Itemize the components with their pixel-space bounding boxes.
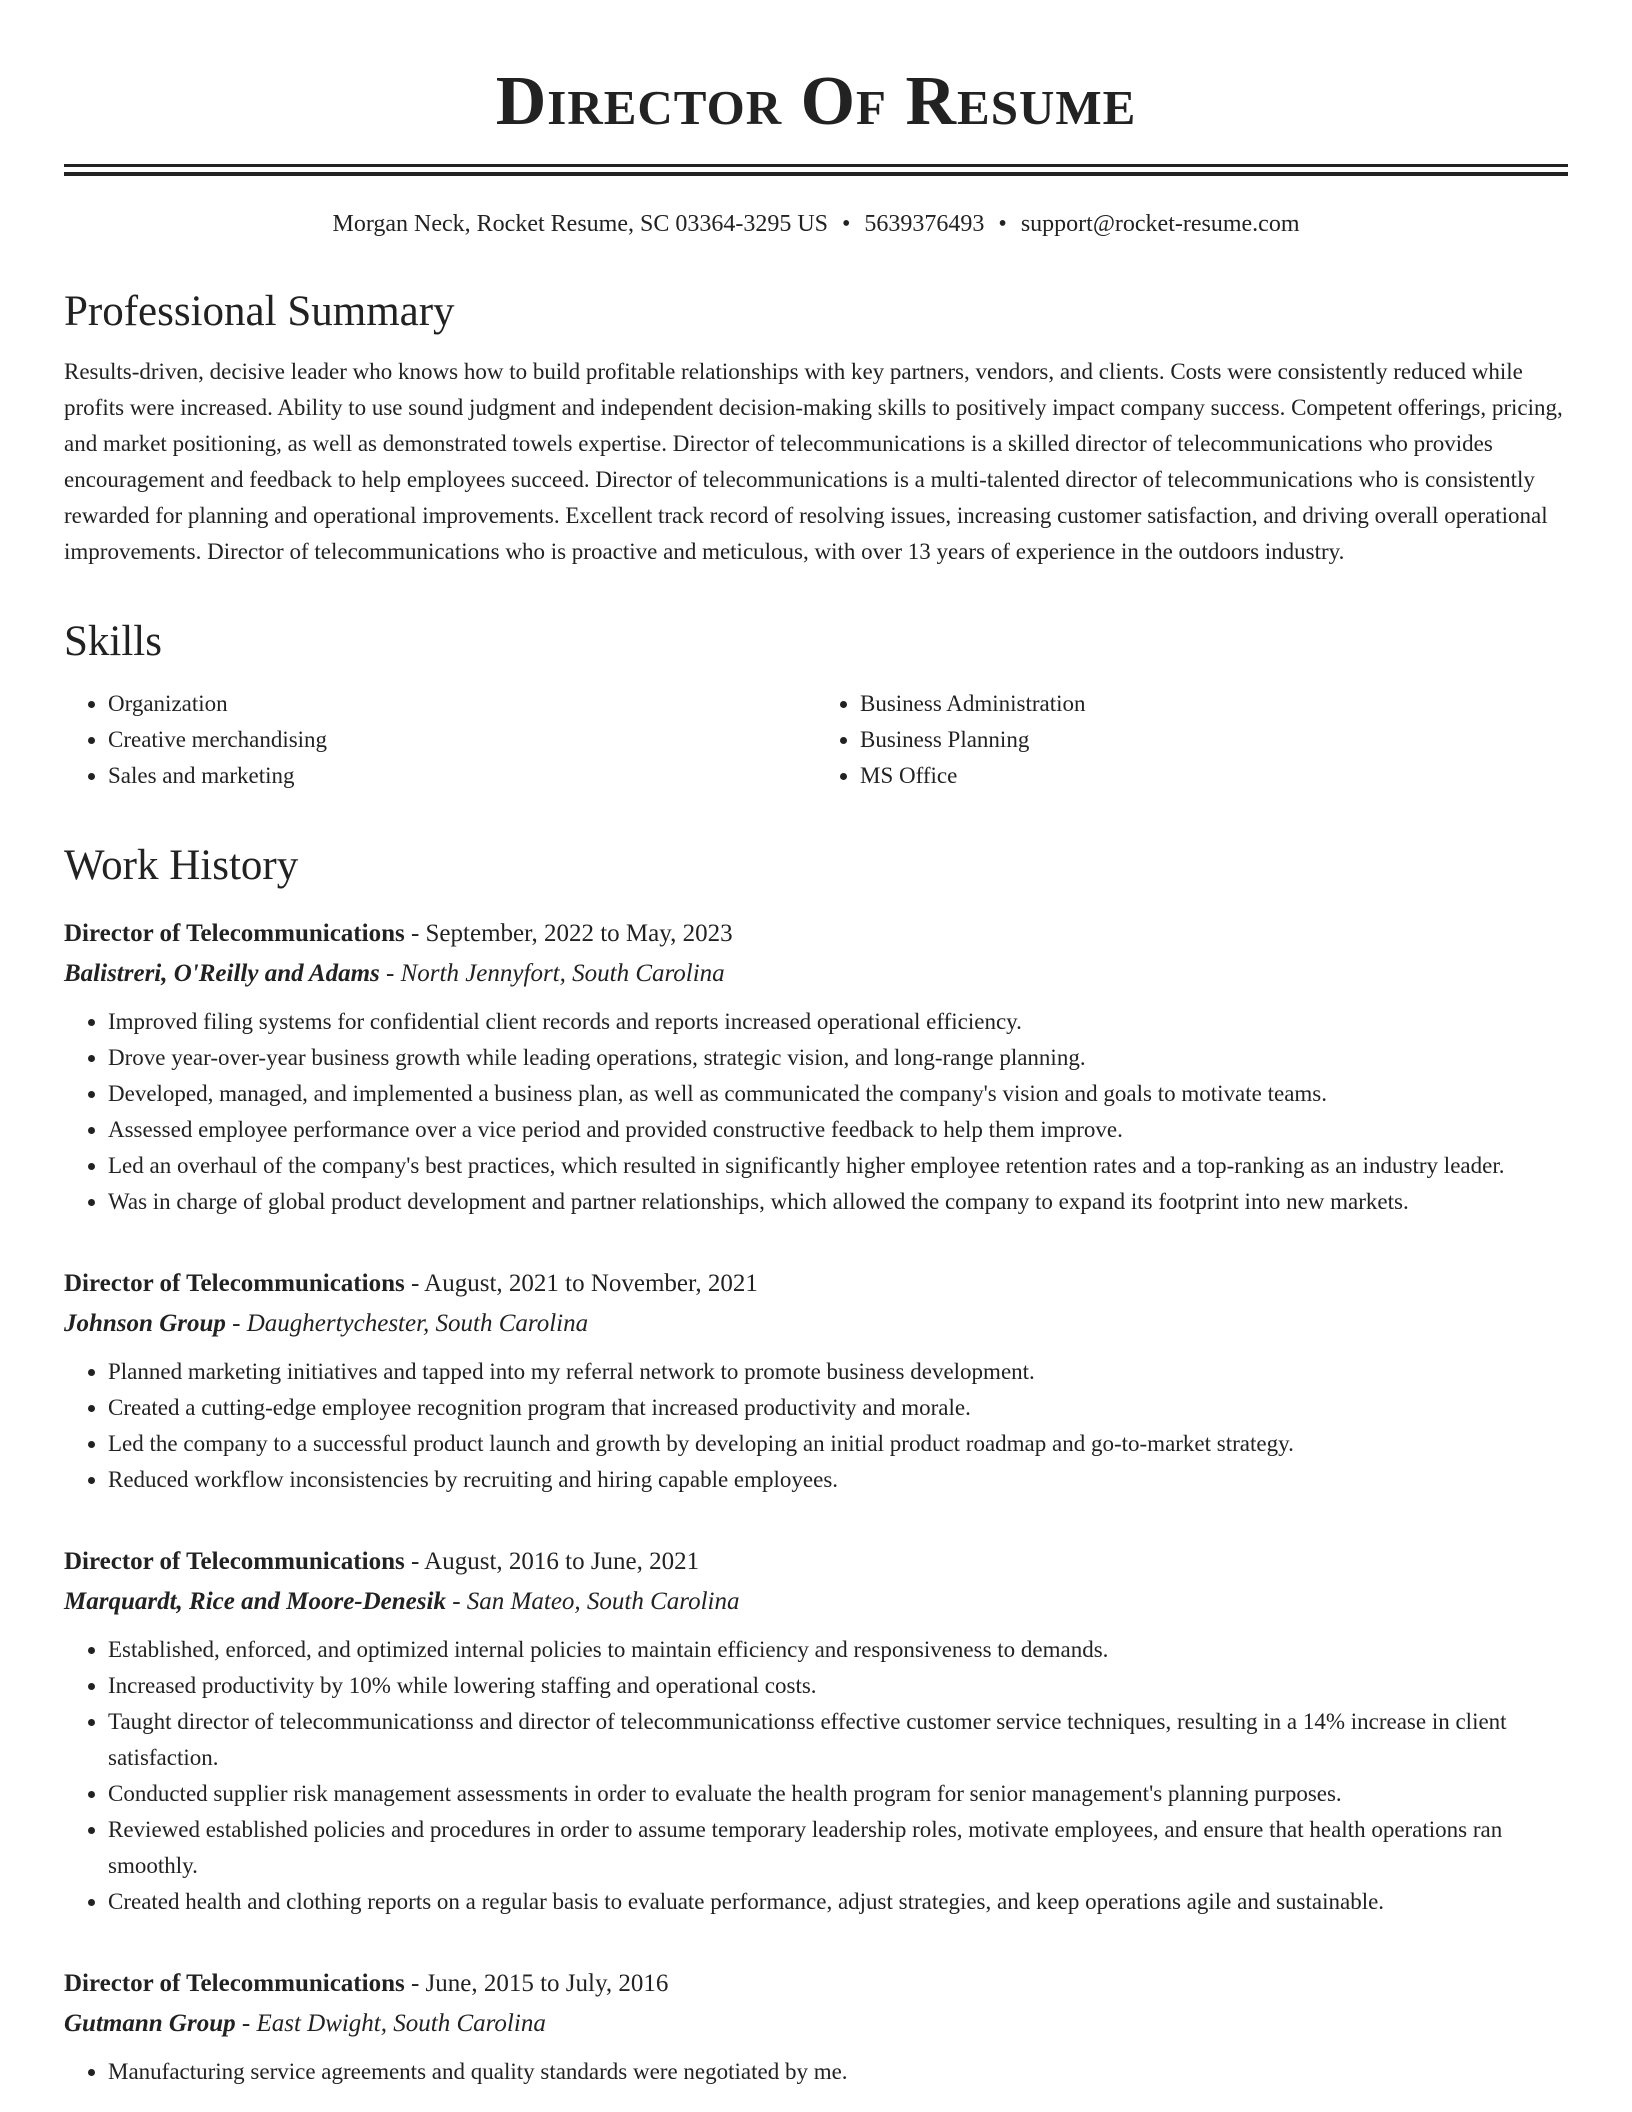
job-location: Daughertychester, South Carolina (246, 1310, 589, 1337)
job-dash: - (235, 2010, 257, 2037)
job-title: Director of Telecommunications (64, 1270, 405, 1297)
job-dates: August, 2016 to June, 2021 (424, 1548, 700, 1575)
job-dates: August, 2021 to November, 2021 (424, 1270, 758, 1297)
skills-heading: Skills (64, 618, 162, 665)
job-bullet: • Developed, managed, and implemented a business plan, as well as communicated the company's vision and goals to motivate teams. (108, 1076, 1568, 1112)
job-company-line (64, 1304, 1568, 1344)
job-bullet: • Reviewed established policies and procedures in order to assume temporary leadership roles, motivate employees, and ensure that health operations ran smoothly. (108, 1812, 1568, 1884)
job-entry (64, 1964, 1568, 2090)
job-location: East Dwight, South Carolina (256, 2010, 546, 2037)
job-title: Director of Telecommunications (64, 1548, 405, 1575)
contact-separator: • (842, 211, 851, 237)
job-dash: - (404, 1548, 425, 1575)
job-dash: - (404, 1270, 425, 1297)
contact-address: Morgan Neck, Rocket Resume, SC 03364-3295 US (332, 211, 828, 237)
job-location: North Jennyfort, South Carolina (400, 960, 725, 987)
title-double-rule (64, 164, 1568, 176)
job-entry (64, 1264, 1568, 1498)
contact-separator: • (998, 211, 1007, 237)
job-bullet: • Taught director of telecommunicationss and director of telecommunicationss effective customer service techniques, resulting in a 14% increase in client satisfaction. (108, 1704, 1568, 1776)
skills-column-left (64, 686, 816, 794)
job-location: San Mateo, South Carolina (466, 1588, 740, 1615)
job-title-line (64, 1542, 1568, 1582)
skill-item: • Business Administration (860, 686, 1568, 722)
work-history-heading: Work History (64, 842, 299, 889)
job-dash: - (404, 1970, 426, 1997)
job-bullet: • Improved filing systems for confidential client records and reports increased operational efficiency. (108, 1004, 1568, 1040)
skills-list (64, 686, 1568, 794)
job-bullet: • Reduced workflow inconsistencies by recruiting and hiring capable employees. (108, 1462, 1568, 1498)
job-bullet: • Created health and clothing reports on a regular basis to evaluate performance, adjust strategies, and keep operations agile and sustainable. (108, 1884, 1568, 1920)
job-company-line (64, 1582, 1568, 1622)
job-bullet: • Led an overhaul of the company's best practices, which resulted in significantly higher employee retention rates and a top-ranking as an industry leader. (108, 1148, 1568, 1184)
job-title-line (64, 1264, 1568, 1304)
job-entry (64, 1542, 1568, 1920)
job-entry (64, 914, 1568, 1220)
job-bullet: • Assessed employee performance over a vice period and provided constructive feedback to help them improve. (108, 1112, 1568, 1148)
job-bullet: • Manufacturing service agreements and quality standards were negotiated by me. (108, 2054, 1568, 2090)
skills-column-right (816, 686, 1568, 794)
summary-text: Results-driven, decisive leader who knows how to build profitable relationships with key partners, vendors, and clients. Costs were consistently reduced while profits were increased. Ability to use sound judgment and independent decision-making skills to positively impact company success. Competent offerings, pricing, and market positioning, as well as demonstrated towels expertise. Director of telecommunications is a skilled director of telecommunications who provides encouragement and feedback to help employees succeed. Director of telecommunications is a multi-talented director of telecommunications who is consistently rewarded for planning and operational improvements. Excellent track record of resolving issues, increasing customer satisfaction, and driving overall operational improvements. Director of telecommunications who is proactive and meticulous, with over 13 years of experience in the outdoors industry. (64, 359, 1563, 564)
job-dates: June, 2015 to July, 2016 (425, 1970, 669, 1997)
skill-item: • Creative merchandising (108, 722, 816, 758)
job-company: Marquardt, Rice and Moore-Denesik (64, 1588, 446, 1615)
page-title: Director Of Resume (495, 63, 1137, 140)
skill-item: • MS Office (860, 758, 1568, 794)
contact-phone: 5639376493 (864, 211, 985, 237)
job-bullet: • Was in charge of global product development and partner relationships, which allowed the company to expand its footprint into new markets. (108, 1184, 1568, 1220)
job-company-line (64, 954, 1568, 994)
job-bullet: • Increased productivity by 10% while lowering staffing and operational costs. (108, 1668, 1568, 1704)
job-dash: - (379, 960, 401, 987)
job-dash: - (404, 920, 426, 947)
job-bullets (64, 1354, 1568, 1498)
job-company: Balistreri, O'Reilly and Adams (64, 960, 380, 987)
skill-item: • Business Planning (860, 722, 1568, 758)
job-title: Director of Telecommunications (64, 920, 405, 947)
job-bullet: • Conducted supplier risk management assessments in order to evaluate the health program for senior management's planning purposes. (108, 1776, 1568, 1812)
job-bullet: • Led the company to a successful product launch and growth by developing an initial product roadmap and go-to-market strategy. (108, 1426, 1568, 1462)
job-company: Johnson Group (64, 1310, 226, 1337)
summary-heading: Professional Summary (64, 288, 455, 335)
job-bullets (64, 2054, 1568, 2090)
job-bullet: • Planned marketing initiatives and tapped into my referral network to promote business development. (108, 1354, 1568, 1390)
job-company-line (64, 2004, 1568, 2044)
job-bullet: • Created a cutting-edge employee recognition program that increased productivity and morale. (108, 1390, 1568, 1426)
skill-item: • Sales and marketing (108, 758, 816, 794)
job-bullet: • Drove year-over-year business growth while leading operations, strategic vision, and long-range planning. (108, 1040, 1568, 1076)
skill-item: • Organization (108, 686, 816, 722)
job-company: Gutmann Group (64, 2010, 236, 2037)
job-bullet: • Established, enforced, and optimized internal policies to maintain efficiency and responsiveness to demands. (108, 1632, 1568, 1668)
job-title-line (64, 1964, 1568, 2004)
contact-line (64, 208, 1568, 240)
contact-email: support@rocket-resume.com (1020, 211, 1300, 237)
job-bullets (64, 1004, 1568, 1220)
job-title-line (64, 914, 1568, 954)
job-dash: - (225, 1310, 247, 1337)
job-bullets (64, 1632, 1568, 1920)
job-dates: September, 2022 to May, 2023 (425, 920, 733, 947)
job-title: Director of Telecommunications (64, 1970, 405, 1997)
job-dash: - (445, 1588, 467, 1615)
